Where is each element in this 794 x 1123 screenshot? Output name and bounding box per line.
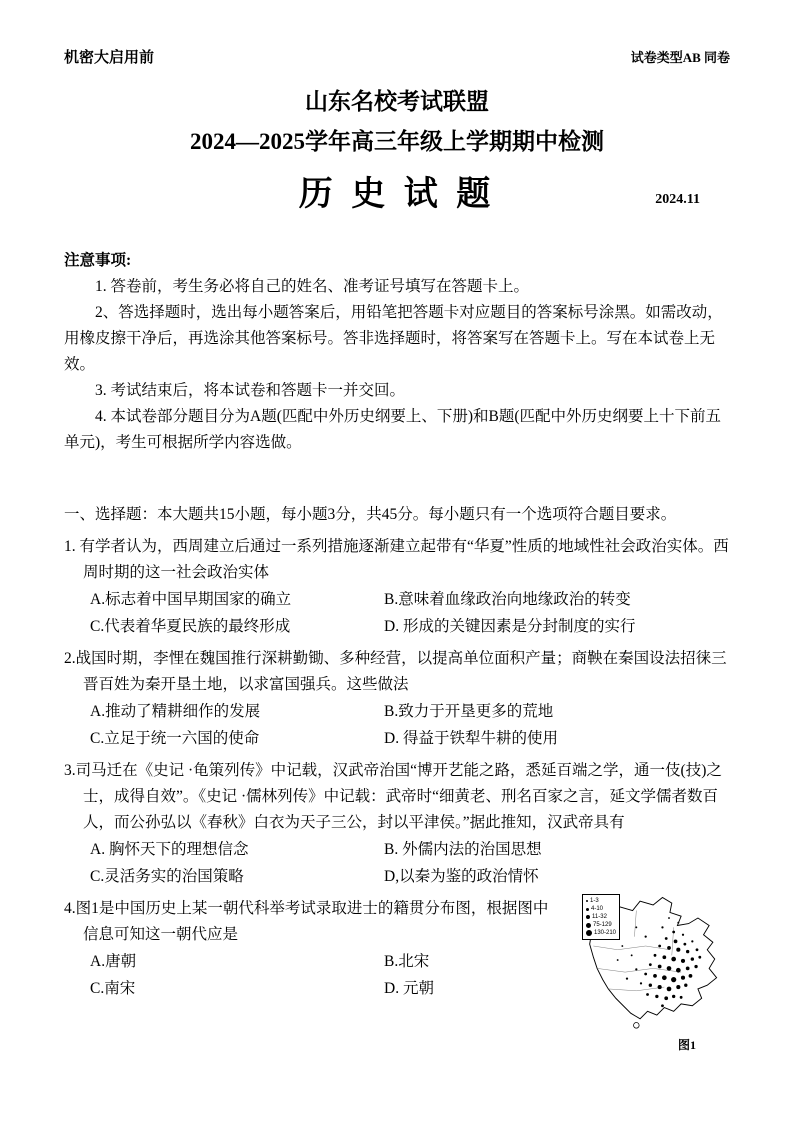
option-b: B. 外儒内法的治国思想: [384, 841, 542, 858]
option-b: B.致力于开垦更多的荒地: [384, 703, 554, 720]
option-d: D,以秦为鉴的政治情怀: [384, 868, 539, 885]
map-legend: [582, 894, 620, 940]
options-row: [64, 725, 730, 752]
legend-dot-icon: [586, 908, 589, 911]
question-4: [64, 896, 730, 1058]
question-stem: 4.图1是中国历史上某一朝代科举考试录取进士的籍贯分布图，根据图中信息可知这一朝代应是: [64, 900, 549, 943]
subject-title: 历 史 试 题: [298, 176, 496, 213]
exam-session-title: 2024—2025学年高三年级上学期期中检测: [190, 129, 604, 154]
section-1-heading: 一、选择题：本大题共15小题，每小题3分，共45分。每小题只有一个选项符合题目要求。: [64, 506, 677, 523]
option-d: D. 得益于铁犁牛耕的使用: [384, 730, 558, 747]
notice-heading: 注意事项:: [64, 252, 132, 269]
options-row: [64, 975, 562, 1002]
question-2: [64, 646, 730, 752]
option-c: C.立足于统一六国的使命: [90, 730, 260, 747]
question-3: [64, 758, 730, 890]
subject-title-row: [64, 166, 730, 212]
question-stem: 1. 有学者认为，西周建立后通过一系列措施逐渐建立起带有“华夏”性质的地域性社会政治实体。西周时期的这一社会政治实体: [64, 538, 729, 581]
options-row: [64, 586, 730, 613]
options-row: [64, 863, 730, 890]
legend-dot-icon: [586, 930, 592, 936]
option-b: B.意味着血缘政治向地缘政治的转变: [384, 591, 631, 608]
question-1: [64, 534, 730, 640]
notice-item: 4. 本试卷部分题目分为A题(匹配中外历史纲要上、下册)和B题(匹配中外历史纲要上十下前五单元)，考生可根据所学内容选做。: [64, 408, 722, 451]
legend-dot-icon: [586, 915, 590, 919]
notice-section: [64, 248, 730, 456]
organization-title: 山东名校考试联盟: [305, 89, 489, 114]
page-header: [64, 46, 730, 67]
legend-dot-icon: [586, 923, 591, 928]
legend-label: 11-32: [592, 914, 607, 920]
exam-date: 2024.11: [655, 192, 700, 207]
option-c: C.灵活务实的治国策略: [90, 868, 244, 885]
legend-dot-icon: [586, 900, 588, 902]
options-row: [64, 836, 730, 863]
option-c: C.南宋: [90, 980, 136, 997]
option-a: A.唐朝: [90, 953, 137, 970]
option-a: A. 胸怀天下的理想信念: [90, 841, 249, 858]
option-c: C.代表着华夏民族的最终形成: [90, 618, 291, 635]
figure-caption: 图1: [677, 1038, 696, 1052]
notice-item: 3. 考试结束后，将本试卷和答题卡一并交回。: [95, 382, 406, 399]
confidential-label: 机密大启用前: [64, 50, 155, 66]
question-stem: 3.司马迁在《史记 ·龟策列传》中记载，汉武帝治国“博开艺能之路，悉延百端之学，通一伎(技)之士，成得自效”。《史记 ·儒林列传》中记载：武帝时“细黄老、刑名百家之言，延文学儒者数百人，而公孙弘以《春秋》白衣为天子三公，封以平津侯。”据此推知，汉武帝具有: [64, 762, 722, 831]
option-b: B.北宋: [384, 953, 430, 970]
option-a: A.推动了精耕细作的发展: [90, 703, 261, 720]
paper-type-label: 试卷类型AB 同卷: [630, 50, 730, 65]
notice-item: 2、答选择题时，选出每小题答案后，用铅笔把答题卡对应题目的答案标号涂黑。如需改动，用橡皮擦干净后，再选涂其他答案标号。答非选择题时，将答案写在答题卡上。写在本试卷上无效。: [64, 304, 723, 373]
question-stem: 2.战国时期，李悝在魏国推行深耕勤锄、多种经营，以提高单位面积产量；商鞅在秦国设法招徕三晋百姓为秦开垦土地，以求富国强兵。这些做法: [64, 650, 727, 693]
legend-label: 4-10: [591, 906, 604, 912]
legend-label: 130-210: [594, 930, 617, 936]
options-row: [64, 698, 730, 725]
option-a: A.标志着中国早期国家的确立: [90, 591, 292, 608]
options-row: [64, 948, 562, 975]
title-block: [64, 83, 730, 212]
legend-label: 1-3: [590, 898, 599, 904]
option-d: D. 元朝: [384, 980, 434, 997]
option-d: D. 形成的关键因素是分封制度的实行: [384, 618, 636, 635]
legend-label: 75-129: [593, 922, 612, 928]
options-row: [64, 613, 730, 640]
map-figure: [572, 890, 730, 1058]
notice-item: 1. 答卷前，考生务必将自己的姓名、准考证号填写在答题卡上。: [95, 278, 530, 295]
